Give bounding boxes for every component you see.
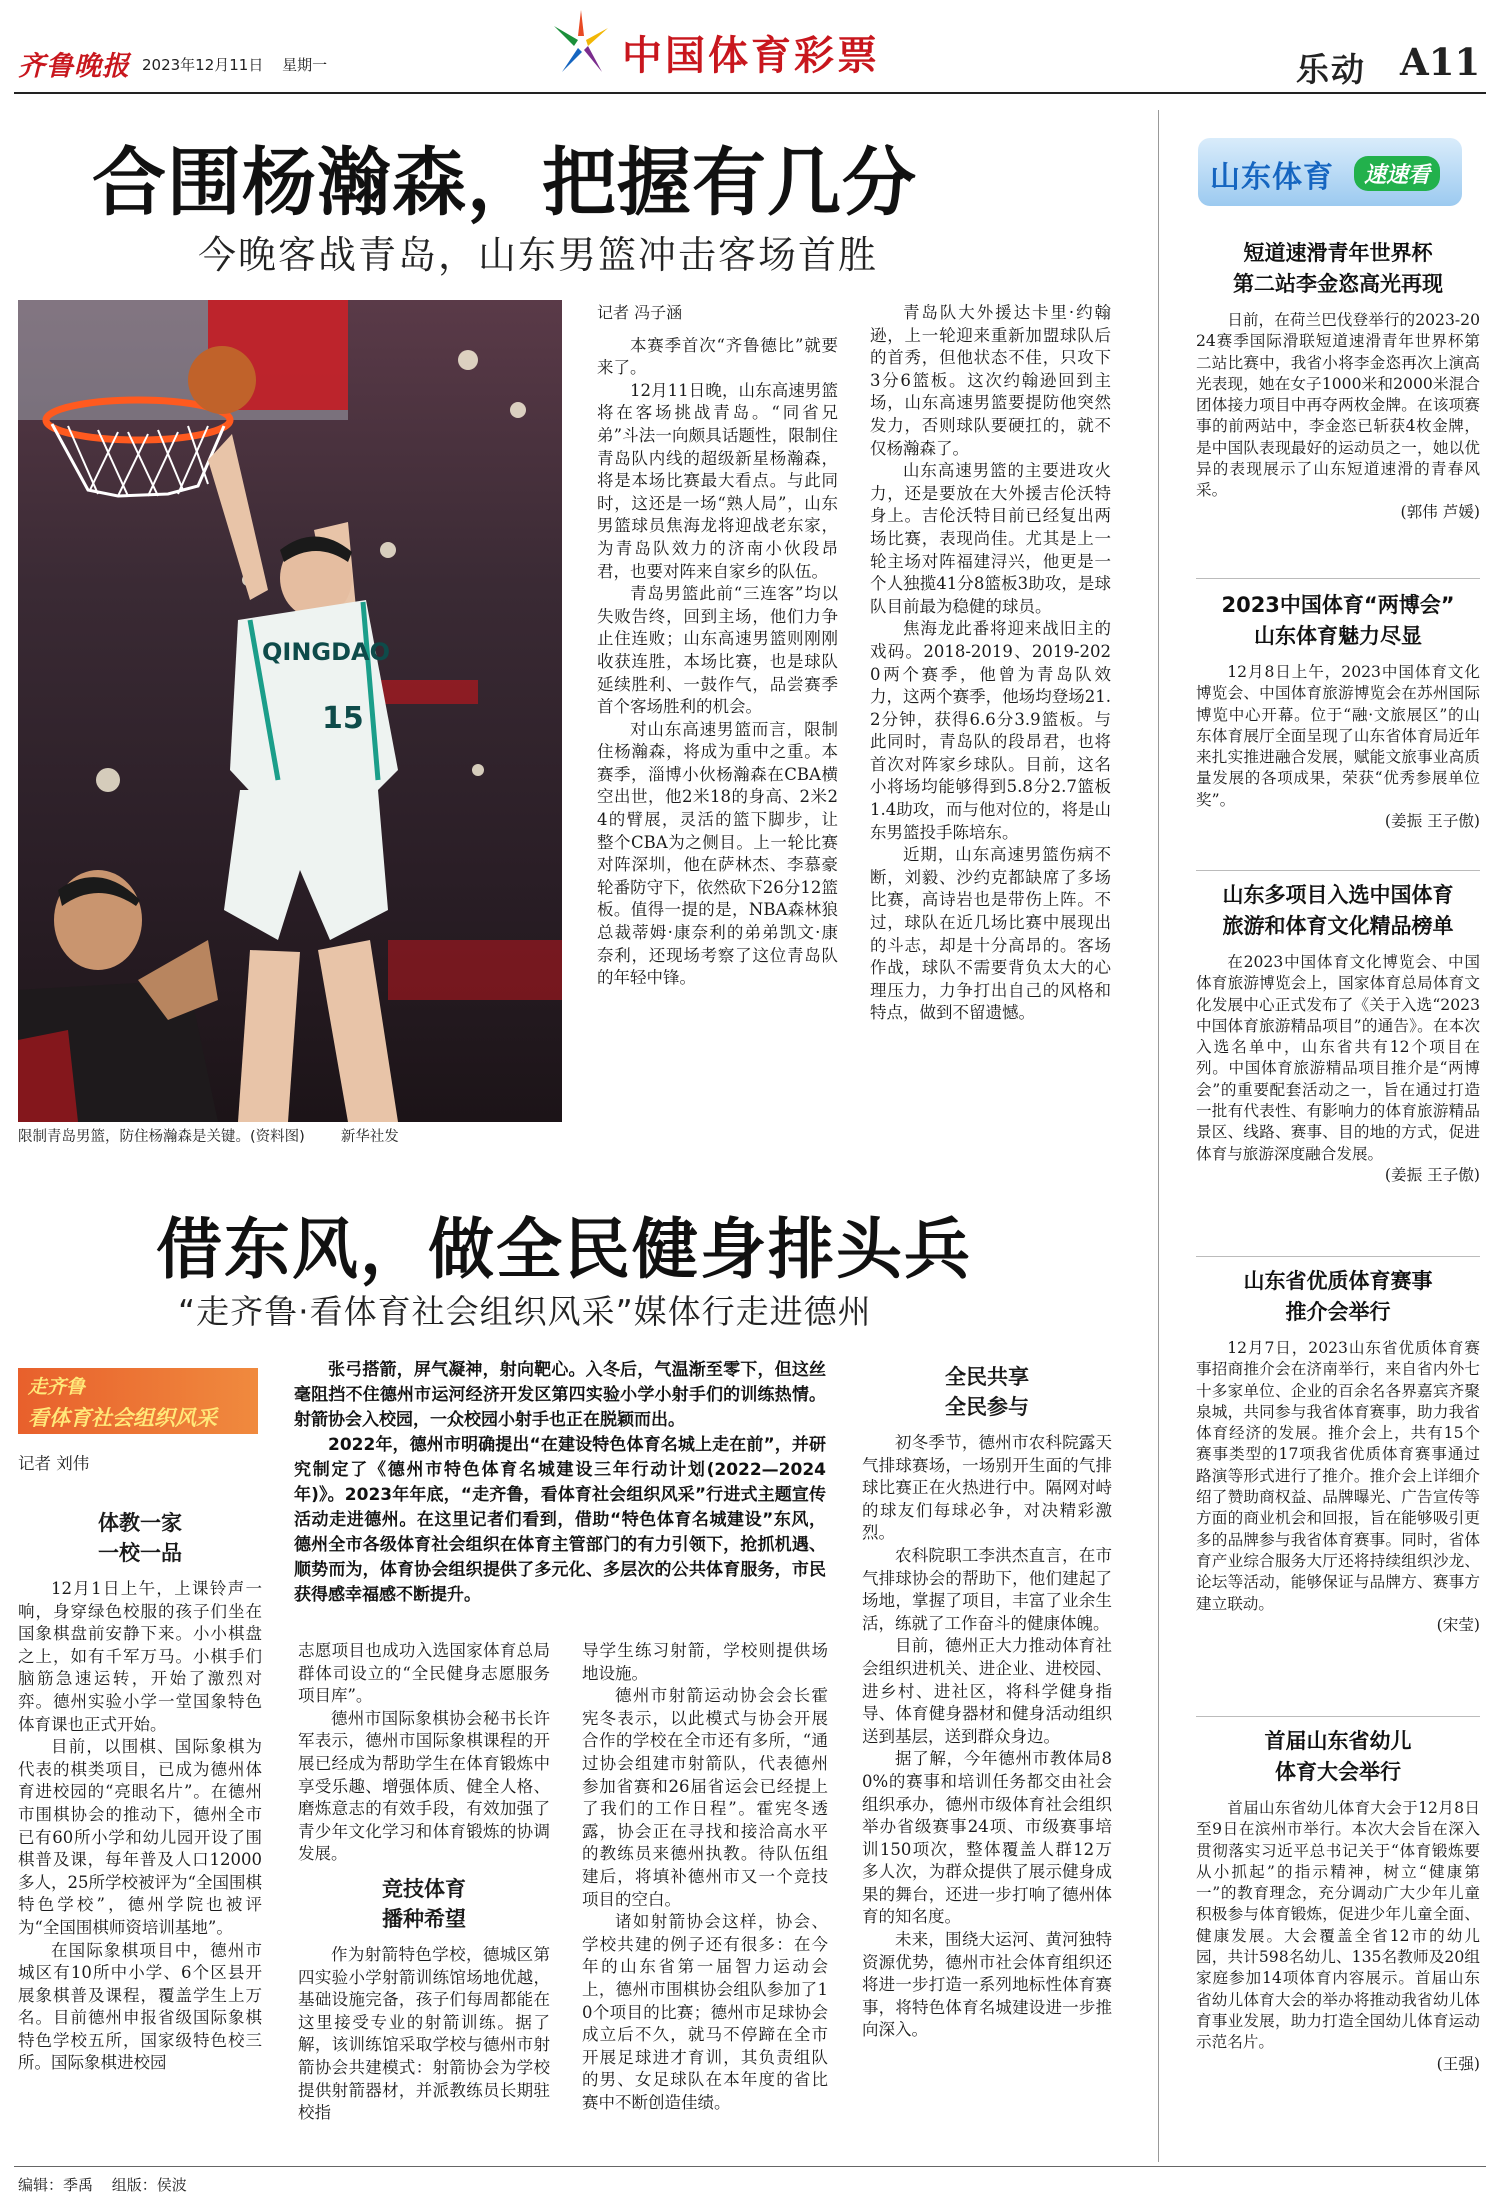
subtitle-line: 竞技体育	[382, 1876, 466, 1901]
caption-text: 限制青岛男篮，防住杨瀚森是关键。(资料图)	[18, 1129, 305, 1145]
paragraph: 据了解，今年德州市教体局80%的赛事和培训任务都交由社会组织承办，德州市级体育社会组织举办省级赛事24项、市级赛事培训150项次，整体覆盖人群12万多人次，为群众提供了展示健身成果的舞台，还进一步打响了德州体育的知名度。	[862, 1749, 1112, 1927]
date-text: 2023年12月11日	[142, 56, 264, 74]
paragraph: 在国际象棋项目中，德州市城区有10所中小学、6个区县开展象棋普及课程，覆盖学生上万名。目前德州申报省级国际象棋特色学校五所，国家级特色校三所。国际象棋进校园	[18, 1940, 262, 2073]
story2-column-d	[862, 1362, 1112, 2170]
subtitle-line: 全民参与	[945, 1395, 1029, 1419]
jersey-number: 15	[322, 701, 364, 736]
weekday-text: 星期一	[282, 56, 328, 74]
sidebar-banner	[1198, 138, 1462, 206]
page-number: A11	[1400, 40, 1481, 84]
subtitle-competition	[298, 1874, 550, 1934]
sidebar-item-body: 12月7日，2023山东省优质体育赛事招商推介会在济南举行，来自省内外七十多家单位、企业的百余名各界嘉宾齐聚泉城，共同参与我省体育赛事，助力我省体育经济的发展。推介会上，共有15个赛事类型的17项我省优质体育赛事通过路演等形式进行了推介。推介会上详细介绍了赞助商权益、品牌曝光、广告宣传等方面的商业机会和回报，旨在能够吸引更多的品牌参与我省体育赛事。同时，省体育产业综合服务大厅还将持续组织沙龙、论坛等活动，能够保证与品牌方、赛事方建立联动。	[1196, 1339, 1480, 1613]
paragraph: 诸如射箭协会这样，协会、学校共建的例子还有很多：在今年的山东省第一届智力运动会上，德州市围棋协会组队参加了10个项目的比赛；德州市足球协会成立后不久，就马不停蹄在全市开展足球进才育训，其负责组队的男、女足球队在本年度的省比赛中不断创造佳绩。	[582, 1912, 828, 2112]
basketball-photo	[18, 300, 562, 1122]
paragraph: 未来，围绕大运河、黄河独特资源优势，德州市社会体育组织还将进一步打造一系列地标性体育赛事，将特色体育名城建设进一步推向深入。	[862, 1930, 1112, 2040]
sidebar-item-signature: (王强)	[1436, 2054, 1480, 2073]
paragraph: 志愿项目也成功入选国家体育总局群体司设立的“全民健身志愿服务项目库”。	[298, 1641, 550, 1706]
sidebar-item-signature: (姜振 王子傲)	[1384, 1165, 1480, 1184]
section-name: 乐动	[1296, 50, 1366, 89]
story2-lead	[294, 1358, 826, 1628]
sidebar-item-1	[1196, 238, 1480, 523]
subtitle-line: 体教一家	[98, 1511, 182, 1535]
story1-subhead: 今晚客战青岛，山东男篮冲击客场首胜	[198, 233, 879, 277]
issue-date	[142, 54, 327, 75]
story2-column-b	[298, 1640, 550, 2170]
sidebar-item-5	[1196, 1726, 1480, 2075]
title-line: 首届山东省幼儿	[1264, 1729, 1412, 1753]
series-tag-line2: 看体育社会组织风采	[28, 1406, 217, 1430]
paragraph: 本赛季首次“齐鲁德比”就要来了。	[597, 335, 838, 378]
banner-tag: 速速看	[1354, 156, 1440, 191]
story1-headline: 合围杨瀚森，把握有几分	[92, 140, 917, 226]
title-line: 山东体育魅力尽显	[1254, 624, 1422, 648]
subtitle-teaching	[18, 1508, 262, 1568]
photo-caption	[18, 1125, 562, 1146]
series-tag	[18, 1368, 258, 1434]
paragraph: 对山东高速男篮而言，限制住杨瀚森，将成为重中之重。本赛季，淄博小伙杨瀚森在CBA横空出世，他2米18的身高、2米24的臂展，灵活的篮下脚步，让整个CBA为之侧目。上一轮比赛对阵深圳，他在萨林杰、李慕豪轮番防守下，依然砍下26分12篮板。值得一提的是，NBA森林狼总裁蒂姆·康奈利的弟弟凯文·康奈利，还现场考察了这位青岛队的年轻中锋。	[597, 719, 838, 988]
paragraph: 目前，以围棋、国际象棋为代表的棋类项目，已成为德州体育进校园的“亮眼名片”。在德州市围棋协会的推动下，德州全市已有60所小学和幼儿园开设了围棋普及课，每年普及人口12000多人，25所学校被评为“全国围棋特色学校”，德州学院也被评为“全国围棋师资培训基地”。	[18, 1737, 262, 1937]
sidebar-separator	[1196, 870, 1480, 871]
story1-column-1	[597, 302, 838, 1142]
paragraph: 青岛男篮此前“三连客”均以失败告终，回到主场，他们力争止住连败；山东高速男篮则刚刚收获连胜，本场比赛，也是球队延续胜利、一鼓作气，品尝赛季首个客场胜利的机会。	[597, 584, 838, 717]
title-line: 短道速滑青年世界杯	[1243, 241, 1433, 265]
paragraph: 12月1日上午，上课铃声一响，身穿绿色校服的孩子们坐在国象棋盘前安静下来。小小棋盘之上，如有千军万马。小棋手们脑筋急速运转，开始了激烈对弈。德州实验小学一堂国象特色体育课也正式开始。	[18, 1579, 262, 1734]
story2-subhead: “走齐鲁·看体育社会组织风采”媒体行走进德州	[178, 1292, 872, 1331]
sidebar-divider	[1158, 110, 1159, 2162]
footer-rule	[14, 2166, 1486, 2167]
banner-title: 山东体育	[1210, 160, 1334, 195]
paragraph: 德州市国际象棋协会秘书长许军表示，德州市国际象棋课程的开展已经成为帮助学生在体育锻炼中享受乐趣、增强体质、健全人格、磨炼意志的有效手段，有效加强了青少年文化学习和体育锻炼的协调发展。	[298, 1708, 550, 1864]
paragraph: 德州市射箭运动协会会长霍宪冬表示，以此模式与协会开展合作的学校在全市还有多所，“通过协会组建市射箭队，代表德州参加省赛和26届省运会已经提上了我们的工作日程”。霍宪冬透露，协会正在寻找和接洽高水平的教练员来德州执教。待队伍组建后，将填补德州市又一个竞技项目的空白。	[582, 1686, 828, 1909]
header-rule	[14, 92, 1486, 94]
story2-column-a	[18, 1500, 262, 2170]
paragraph: 作为射箭特色学校，德城区第四实验小学射箭训练馆场地优越，基础设施完备，孩子们每周都能在这里接受专业的射箭训练。据了解，该训练馆采取学校与德州市射箭协会共建模式：射箭协会为学校提供射箭器材，并派教练员长期驻校指	[298, 1944, 550, 2123]
paragraph: 初冬季节，德州市农科院露天气排球赛场，一场别开生面的气排球比赛正在火热进行中。隔网对峙的球友们每球必争，对决精彩激烈。	[862, 1433, 1112, 1543]
footer-layout: 组版：侯波	[111, 2176, 187, 2194]
lottery-title: 中国体育彩票	[622, 33, 880, 79]
lottery-logo-icon	[548, 6, 614, 80]
sidebar-item-title	[1196, 880, 1480, 942]
paragraph: 导学生练习射箭，学校则提供场地设施。	[582, 1641, 828, 1683]
jersey-text: QINGDAO	[262, 638, 391, 666]
sidebar-item-body: 在2023中国体育文化博览会、中国体育旅游博览会上，国家体育总局体育文化发展中心正式发布了《关于入选“2023中国体育旅游精品项目”的通告》。在本次入选名单中，山东省共有12个项目在列。中国体育旅游精品项目推介是“两博会”的重要配套活动之一，旨在通过打造一批有代表性、有影响力的体育旅游精品景区、线路、赛事、目的地的方式，促进体育与旅游深度融合发展。	[1196, 953, 1480, 1163]
lead-paragraph: 张弓搭箭，屏气凝神，射向靶心。入冬后，气温渐至零下，但这丝毫阻挡不住德州市运河经济开发区第四实验小学小射手们的训练热情。射箭协会入校园，一众校园小射手也正在脱颖而出。	[294, 1360, 826, 1430]
subtitle-line: 一校一品	[98, 1541, 182, 1565]
title-line: 体育大会举行	[1275, 1760, 1401, 1784]
title-line: 山东省优质体育赛事	[1243, 1269, 1433, 1293]
sidebar-item-body: 首届山东省幼儿体育大会于12月8日至9日在滨州市举行。本次大会旨在深入贯彻落实习近平总书记关于“体育锻炼要从小抓起”的指示精神，树立“健康第一”的教育理念，充分调动广大少年儿童积极参与体育锻炼，促进少年儿童全面、健康发展。大会覆盖全省12市的幼儿园，共计598名幼儿、135名教师及20组家庭参加14项体育内容展示。首届山东省幼儿体育大会的举办将推动我省幼儿体育事业发展，助力打造全国幼儿体育运动示范名片。	[1196, 1799, 1480, 2052]
sidebar-separator	[1196, 1716, 1480, 1717]
title-line: 2023中国体育“两博会”	[1221, 593, 1455, 617]
paragraph: 目前，德州正大力推动体育社会组织进机关、进企业、进校园、进乡村、进社区，将科学健身指导、体育健身器材和健身活动组织送到基层，送到群众身边。	[862, 1636, 1112, 1746]
story2-headline: 借东风，做全民健身排头兵	[156, 1210, 972, 1288]
subtitle-participation	[862, 1362, 1112, 1422]
story2-byline: 记者 刘伟	[18, 1454, 90, 1473]
paragraph: 焦海龙此番将迎来战旧主的戏码。2018-2019、2019-2020两个赛季，他曾为青岛队效力，这两个赛季，他场均登场21.2分钟，获得6.6分3.9篮板。与此同时，青岛队的段昂君，也将首次对阵家乡球队。目前，这名小将场均能够得到5.8分2.7篮板1.4助攻，而与他对位的，将是山东男篮投手陈培东。	[870, 619, 1111, 842]
sidebar-item-title	[1196, 1266, 1480, 1328]
paragraph: 近期，山东高速男篮伤病不断，刘毅、沙约克都缺席了多场比赛，高诗岩也是带伤上阵。不过，球队在近几场比赛中展现出的斗志，却是十分高昂的。客场作战，球队不需要背负太大的心理压力，力争打出自己的风格和特点，做到不留遗憾。	[870, 845, 1111, 1023]
footer-editor: 编辑：季禹	[18, 2176, 94, 2194]
story2-column-c	[582, 1640, 828, 2170]
sidebar-separator	[1196, 578, 1480, 579]
series-tag-line1: 走齐鲁	[28, 1376, 86, 1398]
sidebar-item-title	[1196, 238, 1480, 300]
sidebar-item-body: 12月8日上午，2023中国体育文化博览会、中国体育旅游博览会在苏州国际博览中心开幕。位于“融·文旅展区”的山东体育展厅全面呈现了山东省体育局近年来扎实推进融合发展，赋能文旅事业高质量发展的各项成果，荣获“优秀参展单位奖”。	[1196, 663, 1480, 809]
sidebar-item-body: 日前，在荷兰巴伐登举行的2023-2024赛季国际滑联短道速滑青年世界杯第二站比赛中，我省小将李金恣再次上演高光表现，她在女子1000米和2000米混合团体接力项目中再夺两枚金牌。在该项赛事的前两站中，李金恣已斩获4枚金牌，是中国队表现最好的运动员之一，她以优异的表现展示了山东短道速滑的青春风采。	[1196, 311, 1480, 500]
story1-column-2	[870, 302, 1111, 1142]
lead-paragraph: 2022年，德州市明确提出“在建设特色体育名城上走在前”，并研究制定了《德州市特色体育名城建设三年行动计划(2022—2024年)》。2023年年底，“走齐鲁，看体育社会组织风采”行进式主题宣传活动走进德州。在这里记者们看到，借助“特色体育名城建设”东风，德州全市各级体育社会组织在体育主管部门的有力引领下，抢抓机遇、顺势而为，体育协会组织提供了多元化、多层次的公共体育服务，市民获得感幸福感不断提升。	[294, 1435, 826, 1605]
sidebar-separator	[1196, 1256, 1480, 1257]
title-line: 旅游和体育文化精品榜单	[1222, 914, 1454, 938]
sidebar-item-4	[1196, 1266, 1480, 1636]
subtitle-line: 全民共享	[945, 1365, 1029, 1389]
sidebar-item-title	[1196, 590, 1480, 652]
story1-byline: 记者 冯子涵	[597, 303, 683, 322]
newspaper-name: 齐鲁晚报	[18, 51, 130, 82]
title-line: 山东多项目入选中国体育	[1222, 883, 1454, 907]
sidebar-item-2	[1196, 590, 1480, 832]
caption-credit: 新华社发	[340, 1129, 399, 1145]
sidebar-item-signature: (宋莹)	[1436, 1615, 1480, 1634]
footer-credits	[18, 2174, 187, 2195]
title-line: 推介会举行	[1285, 1300, 1391, 1324]
title-line: 第二站李金恣高光再现	[1233, 272, 1443, 296]
sidebar-item-title	[1196, 1726, 1480, 1788]
paragraph: 12月11日晚，山东高速男篮将在客场挑战青岛。“同省兄弟”斗法一向颇具话题性，限制住青岛队内线的超级新星杨瀚森，将是本场比赛最大看点。与此同时，这还是一场“熟人局”，山东男篮球员焦海龙将迎战老东家，为青岛队效力的济南小伙段昂君，也要对阵来自家乡的队伍。	[597, 380, 838, 581]
paragraph: 山东高速男篮的主要进攻火力，还是要放在大外援吉伦沃特身上。吉伦沃特目前已经复出两场比赛，表现尚佳。尤其是上一轮主场对阵福建浔兴，他更是一个人独揽41分8篮板3助攻，是球队目前最为稳健的球员。	[870, 461, 1111, 616]
sidebar-item-signature: (郭伟 芦媛)	[1400, 502, 1480, 521]
paragraph: 农科院职工李洪杰直言，在市气排球协会的帮助下，他们建起了场地，掌握了项目，丰富了业余生活，练就了工作奋斗的健康体魄。	[862, 1545, 1112, 1633]
sidebar-item-signature: (姜振 王子傲)	[1384, 812, 1480, 831]
paragraph: 青岛队大外援达卡里·约翰逊，上一轮迎来重新加盟球队后的首秀，但他状态不佳，只攻下3分6篮板。这次约翰逊回到主场，山东高速男篮要提防他突然发力，否则球队要硬扛的，就不仅杨瀚森了。	[870, 303, 1111, 458]
sidebar-item-3	[1196, 880, 1480, 1186]
subtitle-line: 播种希望	[382, 1906, 466, 1931]
